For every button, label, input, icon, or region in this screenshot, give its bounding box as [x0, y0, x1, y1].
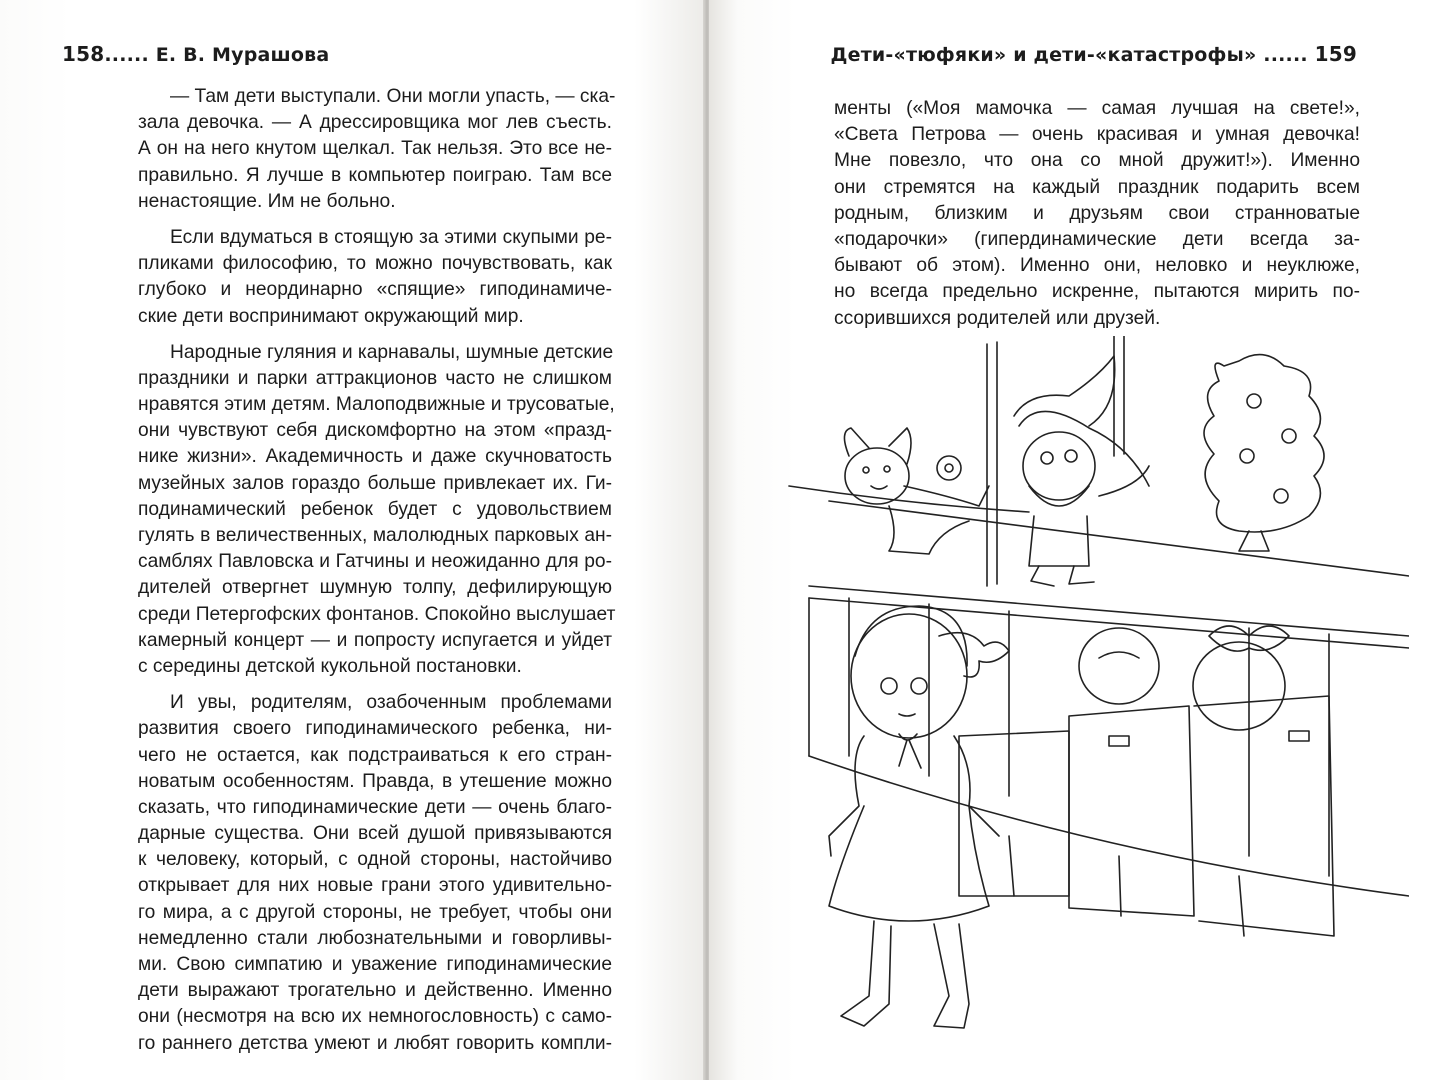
text-line: ненастоящие. Им не больно.	[138, 190, 396, 212]
girl-character	[829, 606, 1009, 1028]
puppet-show-illustration	[769, 336, 1409, 1048]
text-line: гулять в величественных, малолюдных парковых ан-	[138, 525, 612, 546]
text-line: нике жизни». Академичность и даже скучноватость	[138, 446, 612, 468]
text-line: среди Петергофских фонтанов. Спокойно выслушает	[138, 603, 616, 625]
left-header-dots: ......	[104, 44, 149, 66]
text-line: зала девочка. — А дрессировщика мог лев съесть.	[138, 112, 612, 134]
text-line: открывает для них новые грани этого удивительно-	[138, 875, 612, 897]
text-line: ские дети воспринимают окружающий мир.	[138, 305, 524, 327]
text-line: с середины детской кукольной постановки.	[138, 655, 522, 677]
author-name: Е. В. Мурашова	[155, 44, 330, 66]
cat-puppet	[844, 428, 989, 554]
paragraph-gap	[138, 680, 612, 690]
text-line: менты («Моя мамочка — самая лучшая на свете!»,	[834, 98, 1360, 119]
text-line: бывают об этом). Именно они, неловко и неуклюже,	[834, 255, 1360, 277]
paragraph-gap	[138, 330, 612, 340]
chapter-title: Дети-«тюфяки» и дети-«катастрофы»	[830, 44, 1257, 66]
text-line: сказать, что гиподинамические дети — очень благо-	[138, 796, 612, 818]
text-line: дителей отвергнет шумную толпу, дефилирующую	[138, 577, 612, 599]
coloring-illustration	[769, 336, 1409, 1048]
right-page	[709, 0, 1435, 1080]
text-line: родным, близким и друзьям свои странноватые	[834, 202, 1360, 224]
text-line: нравятся этим детям. Малоподвижные и трусоватые,	[138, 394, 615, 416]
text-line: «Света Петрова — очень красивая и умная девочка!	[834, 124, 1360, 146]
text-line: Народные гуляния и карнавалы, шумные детские	[170, 341, 614, 363]
text-line: ссорившихся родителей или друзей.	[834, 307, 1161, 329]
text-line: глубоко и неординарно «спящие» гиподинамиче-	[138, 279, 612, 301]
text-line: подинамический ребенок будет с удовольствием	[138, 498, 612, 520]
left-page-number: 158	[62, 42, 105, 66]
gnome-puppet	[1014, 356, 1149, 586]
text-line: чего не остается, как подстраиваться к его стран-	[138, 744, 612, 766]
text-line: А он на него кнутом щелкал. Так нельзя. Это все не-	[138, 138, 612, 160]
right-page-number: 159	[1314, 42, 1357, 66]
text-line: новатым особенностям. Правда, в утешение можно	[138, 770, 612, 792]
tree-prop	[1204, 355, 1324, 551]
left-page	[0, 0, 705, 1080]
text-line: праздники и парки аттракционов часто не слишком	[138, 367, 612, 389]
text-line: к человеку, который, с одной стороны, настойчиво	[138, 849, 612, 871]
text-line: — Там дети выступали. Они могли упасть, — ска-	[170, 86, 616, 107]
text-line: правильно. Я лучше в компьютер поиграю. Там все	[138, 164, 612, 186]
theatre-seats	[959, 696, 1334, 936]
left-running-head	[62, 42, 329, 66]
text-line: самблях Павловска и Гатчины и неожиданно для ро-	[138, 551, 612, 573]
text-line: Мне повезло, что она со мной дружит!»). Именно	[834, 150, 1360, 172]
paragraph-gap	[138, 215, 612, 225]
left-body-text	[138, 84, 616, 1057]
text-line: камерный концерт — и попросту испугается и уйдет	[138, 629, 612, 651]
text-line: го мира, а с другой стороны, не требует, чтобы они	[138, 901, 612, 923]
text-line: И увы, родителям, озабоченным проблемами	[170, 692, 612, 714]
text-line: они стремятся на каждый праздник подарить всем	[834, 176, 1360, 198]
text-line: го раннего детства умеют и любят говорить компли-	[138, 1032, 612, 1054]
right-header-dots: ......	[1263, 44, 1308, 66]
right-body-text	[834, 96, 1360, 332]
text-line: но всегда предельно искренне, пытаются мирить по-	[834, 281, 1360, 303]
text-line: развития своего гиподинамического ребенка, ни-	[138, 718, 612, 740]
text-line: Если вдуматься в стоящую за этими скупыми ре-	[170, 226, 612, 248]
text-line: они чувствуют себя дискомфортно на этом «празд-	[138, 420, 612, 442]
text-line: дарные существа. Они всей душой привязываются	[138, 823, 612, 845]
text-line: пликами философию, то можно почувствовать, как	[138, 253, 612, 275]
text-line: «подарочки» (гипердинамические дети всегда за-	[834, 228, 1360, 250]
text-line: ми. Свою симпатию и уважение гиподинамические	[138, 954, 612, 975]
text-line: немедленно стали любознательными и говорливы-	[138, 927, 612, 949]
text-line: музейных залов гораздо больше привлекает их. Ги-	[138, 472, 612, 494]
text-line: они (несмотря на всю их немногословность) с само-	[138, 1006, 612, 1028]
right-running-head	[831, 42, 1358, 66]
seated-children	[1079, 626, 1289, 730]
text-line: дети выражают трогательно и действенно. Именно	[138, 980, 612, 1002]
